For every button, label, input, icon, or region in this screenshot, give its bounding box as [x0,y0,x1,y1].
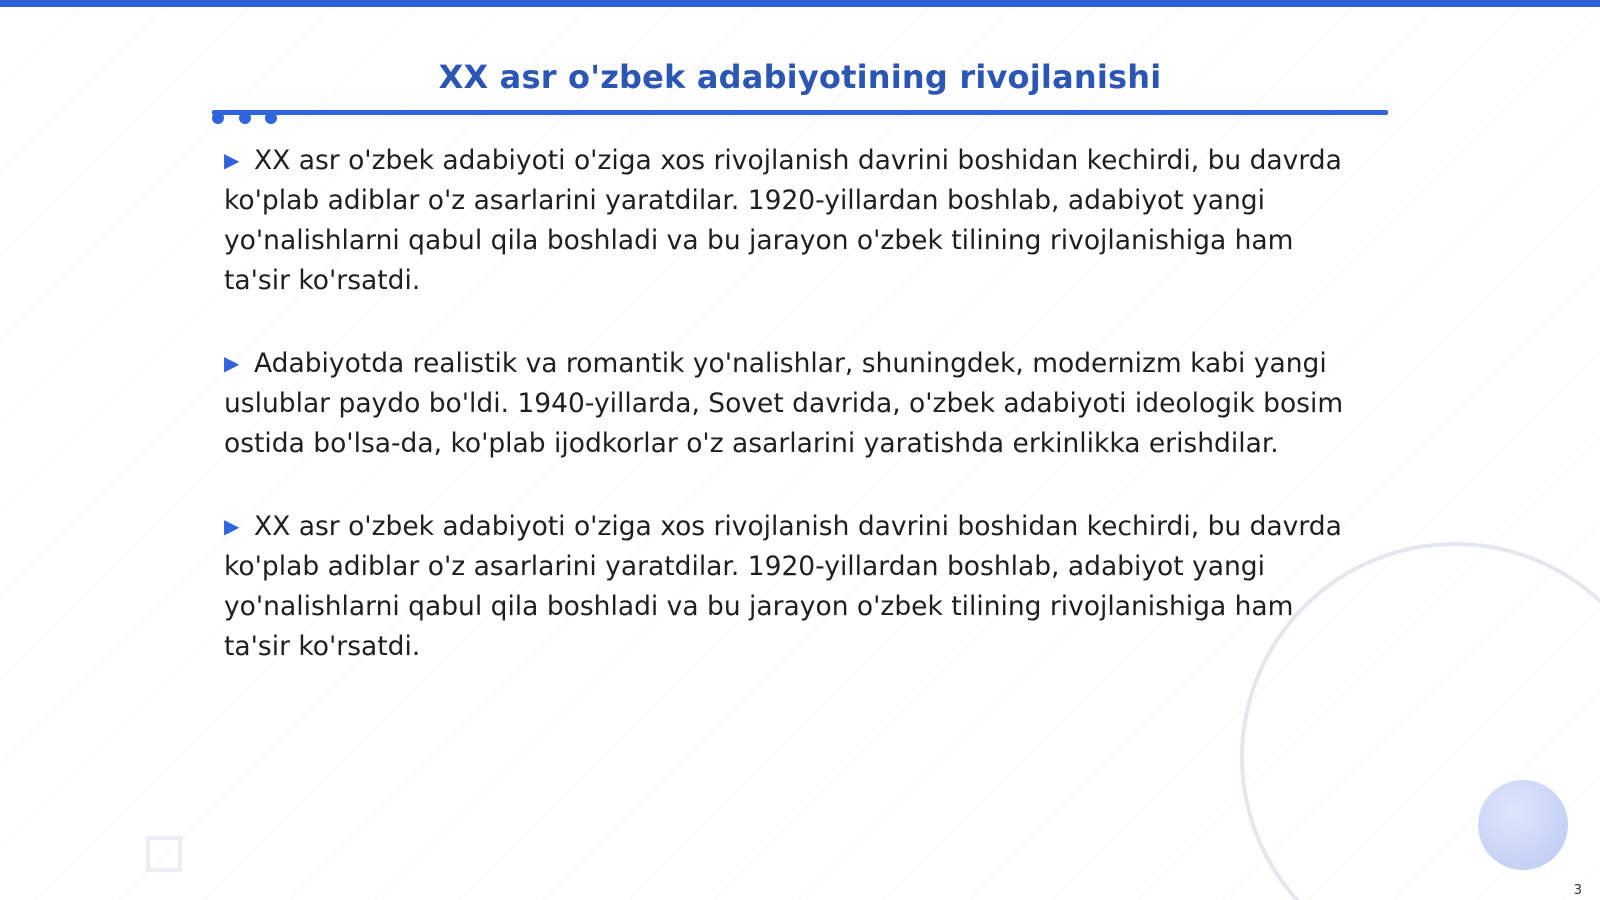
paragraph-text: XX asr o'zbek adabiyoti o'ziga xos rivojlanish davrini boshidan kechirdi, bu davrda ko'plab adiblar o'z asarlarini yaratdilar. 1920-yillardan boshlab, adabiyot yangi yo'nalishlarni qabul qila boshladi va bu jarayon o'zbek tilining rivojlanishiga ham ta'sir ko'rsatdi. [224,145,1342,296]
decorative-blue-circle [1478,780,1568,870]
underline-dot [212,112,224,124]
page-number: 3 [1573,883,1582,898]
underline-dot [239,112,251,124]
bullet-paragraph [224,506,1354,667]
triangle-bullet-icon: ▶ [224,514,240,538]
bullet-paragraph [224,343,1354,464]
decorative-square [146,836,182,872]
triangle-bullet-icon: ▶ [224,148,240,172]
paragraph-text: XX asr o'zbek adabiyoti o'ziga xos rivojlanish davrini boshidan kechirdi, bu davrda ko'plab adiblar o'z asarlarini yaratdilar. 1920-yillardan boshlab, adabiyot yangi yo'nalishlarni qabul qila boshladi va bu jarayon o'zbek tilining rivojlanishiga ham ta'sir ko'rsatdi. [224,511,1342,662]
title-underline [212,110,1388,115]
paragraph-text: Adabiyotda realistik va romantik yo'nalishlar, shuningdek, modernizm kabi yangi uslublar paydo bo'ldi. 1940-yillarda, Sovet davrida, o'zbek adabiyoti ideologik bosim ostida bo'lsa-da, ko'plab ijodkorlar o'z asarlarini yaratishda erkinlikka erishdilar. [224,348,1344,459]
underline-dot [265,112,277,124]
slide-title: XX asr o'zbek adabiyotining rivojlanishi [438,58,1162,96]
top-accent-bar [0,0,1600,7]
triangle-bullet-icon: ▶ [224,351,240,375]
slide-body [224,140,1354,709]
bullet-paragraph [224,140,1354,301]
